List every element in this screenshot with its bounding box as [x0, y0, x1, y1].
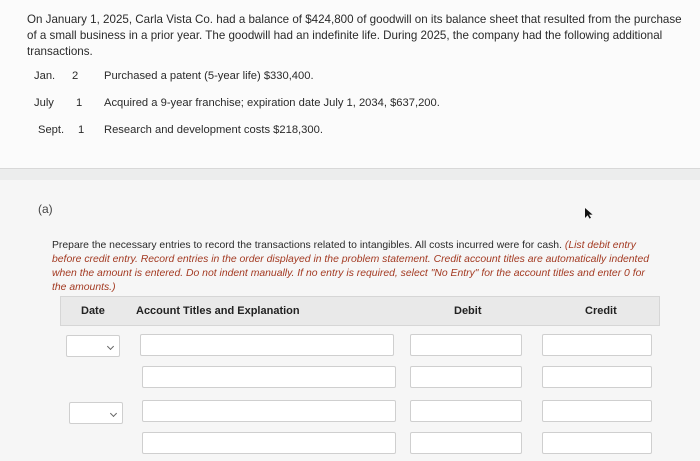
journal-entry-table	[60, 296, 660, 461]
instructions-main: Prepare the necessary entries to record the transactions related to intangibles. All costs incurred were for cash.	[52, 240, 562, 251]
account-title-input[interactable]	[142, 432, 396, 454]
debit-column-header: Debit	[454, 305, 482, 317]
account-title-input[interactable]	[142, 400, 396, 422]
instructions	[52, 239, 657, 295]
date-column-header: Date	[81, 305, 105, 317]
problem-statement	[0, 0, 700, 169]
credit-amount-input[interactable]	[542, 432, 652, 454]
date-select[interactable]	[69, 402, 123, 424]
credit-column-header: Credit	[585, 305, 617, 317]
instructions-hint: (List debit entry before credit entry. Record entries in the order displayed in the problem statement. Credit account titles are automatically indented when the amount is entered. Do not indent manually. If no entry is required, select "No Entry" for the account titles and enter 0 for the amounts.)	[52, 240, 650, 293]
transaction-text: Acquired a 9-year franchise; expiration date July 1, 2034, $637,200.	[104, 97, 440, 109]
transaction-day: 1	[76, 97, 83, 109]
journal-header	[60, 296, 660, 326]
transaction-month: Sept.	[38, 124, 65, 136]
transaction-row	[34, 124, 323, 136]
transaction-month: July	[34, 97, 54, 109]
date-select[interactable]	[66, 335, 120, 357]
account-title-input[interactable]	[142, 366, 396, 388]
debit-amount-input[interactable]	[410, 366, 522, 388]
transaction-row	[34, 97, 440, 109]
transaction-text: Purchased a patent (5-year life) $330,400.	[104, 70, 314, 82]
debit-amount-input[interactable]	[410, 400, 522, 422]
account-title-input[interactable]	[140, 334, 394, 356]
transaction-row	[34, 70, 314, 82]
account-column-header: Account Titles and Explanation	[136, 305, 300, 317]
transaction-day: 1	[78, 124, 85, 136]
credit-amount-input[interactable]	[542, 334, 652, 356]
debit-amount-input[interactable]	[410, 432, 522, 454]
credit-amount-input[interactable]	[542, 400, 652, 422]
debit-amount-input[interactable]	[410, 334, 522, 356]
transaction-day: 2	[72, 70, 79, 82]
credit-amount-input[interactable]	[542, 366, 652, 388]
transaction-text: Research and development costs $218,300.	[104, 124, 323, 136]
part-label: (a)	[38, 202, 53, 216]
transaction-month: Jan.	[34, 70, 56, 82]
problem-intro: On January 1, 2025, Carla Vista Co. had a balance of $424,800 of goodwill on its balance sheet that resulted from the purchase of a small business in a prior year. The goodwill had an indefinite life. During 2025, the company had the following additional transactions.	[27, 13, 682, 58]
part-a-panel	[0, 180, 700, 461]
mouse-cursor-icon	[584, 207, 594, 219]
